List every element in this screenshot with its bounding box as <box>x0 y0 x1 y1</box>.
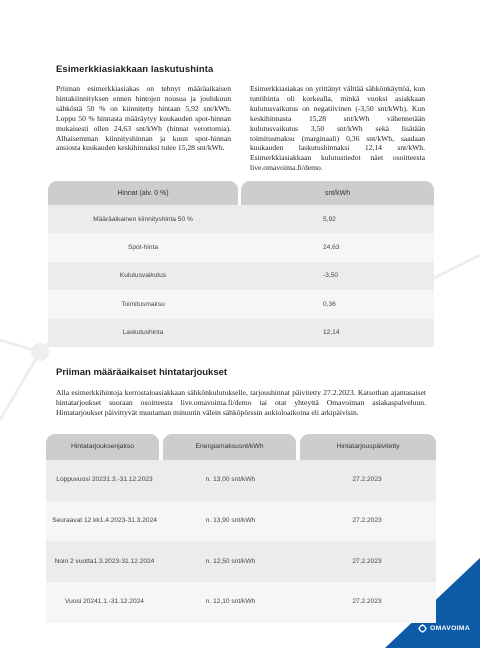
header-prices: Hinnat (alv. 0 %) <box>48 181 238 205</box>
period-cell: Vuosi 2024 1.1.-31.12.2024 <box>46 582 163 623</box>
omavoima-logo-icon <box>418 624 427 633</box>
price-cell: n. 13,00 snt/kWh <box>163 460 298 501</box>
header-period: Hintatarjouksen jakso <box>46 434 159 460</box>
period-cell: Noin 2 vuotta 1.3.2023-31.12.2024 <box>46 541 163 582</box>
price-cell: n. 12,50 snt/kWh <box>163 541 298 582</box>
table-row <box>48 233 434 261</box>
omavoima-brand <box>418 624 470 633</box>
row-value: 12,14 <box>238 319 434 347</box>
period-cell: Loppuvuosi 2023 1.3.-31.12.2023 <box>46 460 163 501</box>
row-value: -3,50 <box>238 262 434 290</box>
table-row <box>46 501 436 542</box>
intro-paragraph-right: Esimerkkiasiakas on yrittänyt välttää sähkönkäyttöä, kun tuntihinta oli korkealla, minkä vuoksi asiakkaan kulutusvaikutus on negatiivinen (-3,50 snt/kWh). Kun keskihinnasta 15,28 snt/kWh vähennetään kulutusvaikutus 3,50 snt/kWh sekä lisätään toimitusmaksu (marginaali) 0,36 snt/kWh, saadaan kuukauden laskutushinnaksi 12,14 snt/kWh. Esimerkkiasiakkaan kulutustiedot näet osoitteesta live.omavoima.fi/demo. <box>250 84 425 173</box>
row-value: 0,36 <box>238 290 434 318</box>
updated-cell: 27.2.2023 <box>298 501 436 542</box>
row-label: Määräaikainen kiinnityshinta 50 % <box>48 205 238 233</box>
table-row <box>48 262 434 290</box>
table-row <box>48 205 434 233</box>
table-row <box>48 290 434 318</box>
row-value: 5,92 <box>238 205 434 233</box>
table-row <box>46 582 436 623</box>
brand-name: OMAVOIMA <box>430 625 471 632</box>
intro-paragraph-left: Priiman esimerkkiasiakas on tehnyt määräaikaisen hintakiinnityksen ennen hintojen nousua ja joulukuun sähköstä 50 % on kiinnitetty hintaan 5,92 snt/kWh. Loppu 50 % hinnasta määräytyy kuukauden spot-hinnan mukaisesti ollen 24,63 snt/kWh (hinnat verottomia). Alhaisemman kiinnityshinnan ja kuun spot-hinnan ansiosta kuukauden keskihinnaksi tulee 15,28 snt/kWh. <box>56 84 231 153</box>
price-cell: n. 12,10 snt/kWh <box>163 582 298 623</box>
price-breakdown-table <box>48 181 434 347</box>
table-header <box>46 434 436 460</box>
row-label: Kulutusvaikutus <box>48 262 238 290</box>
section-title-fixed-offers: Priiman määräaikaiset hintatarjoukset <box>56 367 228 378</box>
table-row <box>46 460 436 501</box>
row-label: Spot-hinta <box>48 233 238 261</box>
header-energy-fee: Energiamaksu snt/kWh <box>163 434 296 460</box>
updated-cell: 27.2.2023 <box>298 582 436 623</box>
table-row <box>46 541 436 582</box>
updated-cell: 27.2.2023 <box>298 460 436 501</box>
table-header <box>48 181 434 205</box>
row-label: Toimitusmaksu <box>48 290 238 318</box>
row-label: Laskutushinta <box>48 319 238 347</box>
row-value: 24,63 <box>238 233 434 261</box>
section-title-billing-price: Esimerkkiasiakkaan laskutushinta <box>56 64 214 75</box>
offers-paragraph: Alla esimerkkihintoja kerrostaloasiakkaan sähkönkulutukselle, tarjoushinnat päivitetty 27.2.2023. Katsothan ajantasaiset hintatarjoukset suoraan osoitteesta live.omavoima.fi/demo tai otat yhteyttä Omavoiman asiakaspalveluun. Hintatarjoukset päivittyvät muutaman minuutin välein sähköpörssin aukioloaikoina eli arkipäivisin. <box>56 388 426 417</box>
price-cell: n. 13,90 snt/kWh <box>163 501 298 542</box>
header-offer-updated: Hintatarjous päivitetty <box>300 434 436 460</box>
header-unit: snt/kWh <box>241 181 434 205</box>
period-cell: Seuraavat 12 kk 1.4.2023-31.3.2024 <box>46 501 163 542</box>
table-row <box>48 319 434 347</box>
updated-cell: 27.2.2023 <box>298 541 436 582</box>
price-offers-table <box>46 434 436 623</box>
